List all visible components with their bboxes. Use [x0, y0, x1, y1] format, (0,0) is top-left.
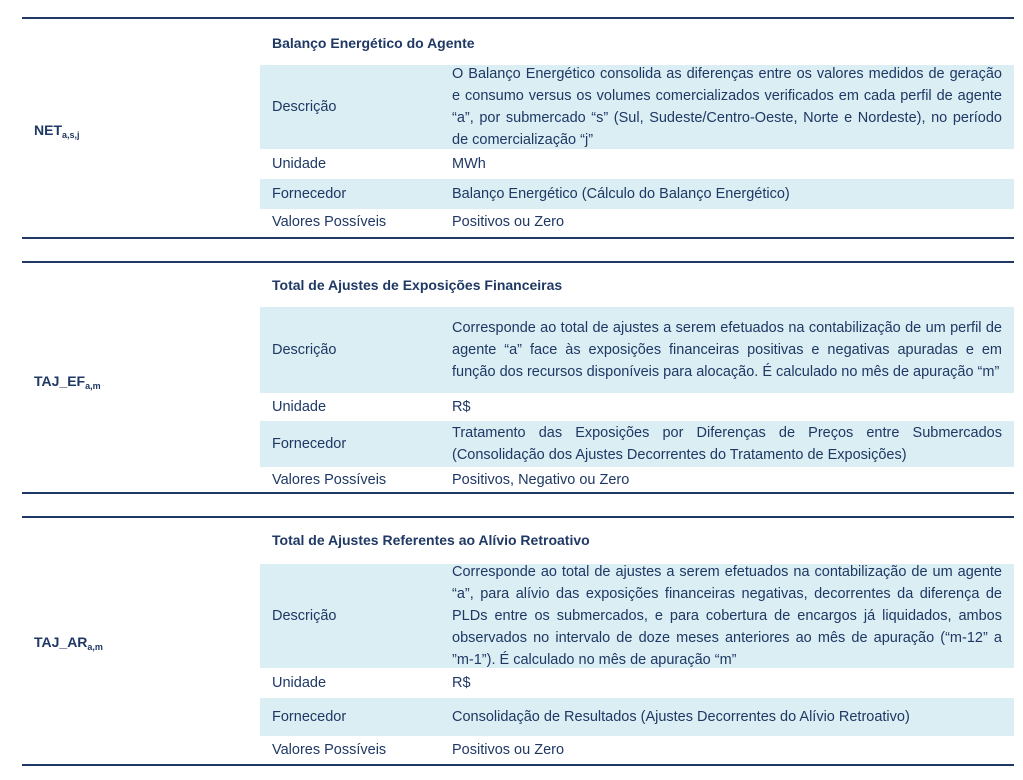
variable-symbol: TAJ_AR	[34, 634, 88, 650]
possible-values-row	[260, 467, 1014, 492]
possible-values-label: Valores Possíveis	[272, 471, 387, 488]
unit-value: MWh	[452, 156, 486, 172]
variable-block-taj-ar	[22, 516, 1014, 766]
description-label: Descrição	[272, 342, 337, 358]
possible-values-row	[260, 209, 1014, 235]
supplier-value: Consolidação de Resultados (Ajustes Decorrentes do Alívio Retroativo)	[452, 709, 910, 725]
variable-name	[34, 634, 103, 652]
possible-values-row	[260, 736, 1014, 764]
description-row	[260, 564, 1014, 668]
description-row	[260, 65, 1014, 149]
unit-label: Unidade	[272, 156, 327, 172]
possible-values-label: Valores Possíveis	[272, 214, 387, 230]
supplier-value: Balanço Energético (Cálculo do Balanço Energético)	[452, 186, 790, 202]
variable-subscript: a,m	[85, 381, 101, 391]
supplier-row	[260, 179, 1014, 209]
supplier-row	[260, 698, 1014, 736]
supplier-value: Tratamento das Exposições por Diferenças de Preços entre Submercados (Consolidação dos Ajustes Decorrentes do Tratamento de Exposições)	[452, 425, 1002, 463]
unit-row	[260, 149, 1014, 179]
variable-name	[34, 122, 80, 140]
variable-name	[34, 373, 101, 391]
variable-subscript: a,s,j	[62, 130, 80, 140]
variable-title: Balanço Energético do Agente	[272, 35, 475, 51]
variable-block-net	[22, 17, 1014, 239]
possible-values-label: Valores Possíveis	[272, 742, 387, 758]
possible-values-value: Positivos ou Zero	[452, 214, 565, 230]
variable-subscript: a,m	[87, 642, 103, 652]
unit-row	[260, 393, 1014, 421]
variable-symbol: NET	[34, 122, 62, 138]
variable-title: Total de Ajustes Referentes ao Alívio Retroativo	[272, 532, 590, 548]
description-label: Descrição	[272, 99, 337, 115]
supplier-label: Fornecedor	[272, 709, 347, 725]
unit-label: Unidade	[272, 399, 327, 415]
description-value: O Balanço Energético consolida as diferenças entre os valores medidos de geração e consumo versus os volumes comercializados verificados em cada perfil de agente “a”, por submercado “s” (Sul, Sudeste/Centro-Oeste, Norte e Nordeste), no período de comercialização “j”	[452, 66, 1002, 148]
supplier-label: Fornecedor	[272, 436, 347, 452]
description-value: Corresponde ao total de ajustes a serem efetuados na contabilização de um agente “a”, para alívio das exposições financeiras negativas, decorrentes da diferença de PLDs entre os submercados, e para cobertura de encargos já liquidados, ambos observados no intervalo de doze meses anteriores ao mês de apuração (“m-12” a ”m-1”). É calculado no mês de apuração “m”	[452, 564, 1002, 668]
supplier-label: Fornecedor	[272, 186, 347, 202]
possible-values-value: Positivos ou Zero	[452, 742, 565, 758]
description-row	[260, 307, 1014, 393]
description-label: Descrição	[272, 608, 337, 624]
variable-block-taj-ef	[22, 261, 1014, 494]
unit-label: Unidade	[272, 675, 327, 691]
supplier-row	[260, 421, 1014, 467]
possible-values-value: Positivos, Negativo ou Zero	[452, 471, 630, 488]
unit-value: R$	[452, 399, 471, 415]
variable-title: Total de Ajustes de Exposições Financeiras	[272, 277, 563, 293]
variable-symbol: TAJ_EF	[34, 373, 86, 389]
description-value: Corresponde ao total de ajustes a serem efetuados na contabilização de um perfil de agente “a” face às exposições financeiras positivas e negativas apuradas e em função dos recursos disponíveis para alocação. É calculado no mês de apuração “m”	[452, 320, 1002, 380]
unit-value: R$	[452, 675, 471, 691]
unit-row	[260, 668, 1014, 698]
